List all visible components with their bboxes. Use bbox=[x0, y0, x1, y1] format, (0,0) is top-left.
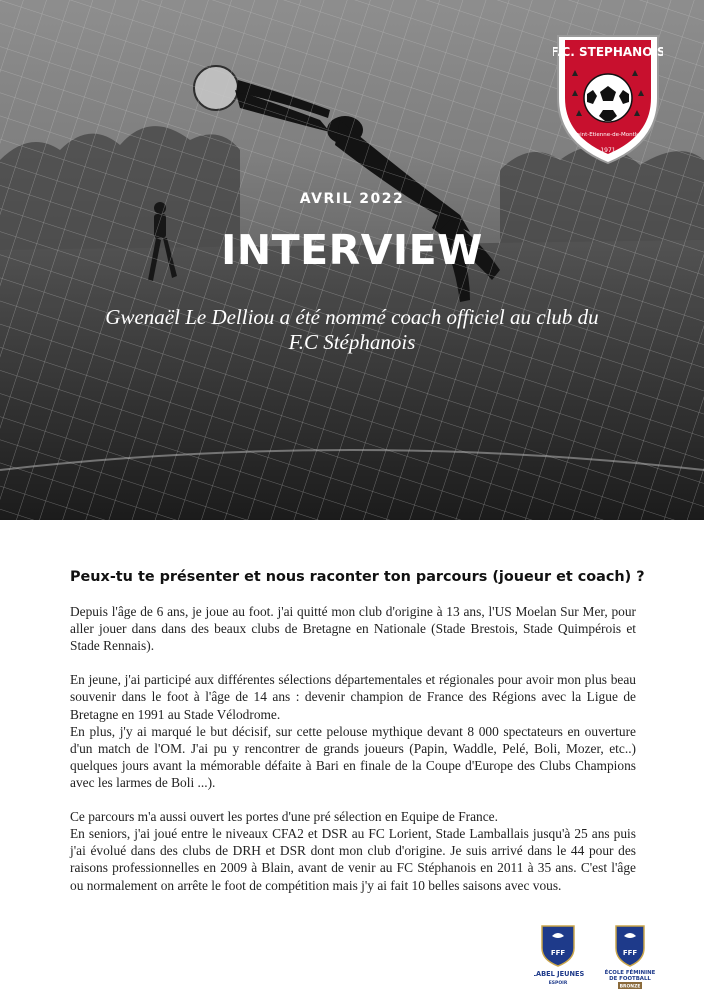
badge-line1: ÉCOLE FÉMININE bbox=[604, 970, 656, 976]
page-title: INTERVIEW bbox=[221, 226, 483, 274]
article-body bbox=[70, 603, 636, 911]
club-year: 1971 bbox=[600, 147, 616, 154]
section-heading: Peux-tu te présenter et nous raconter ton parcours (joueur et coach) ? bbox=[70, 569, 645, 585]
badge-line2: ESPOIR bbox=[548, 981, 568, 986]
club-name: F.C. STEPHANOIS bbox=[553, 45, 663, 59]
ecole-feminine-badge bbox=[605, 926, 656, 990]
fff-shield-icon bbox=[616, 926, 644, 966]
fff-shield-icon bbox=[542, 926, 574, 966]
badge-line2: DE FOOTBALL bbox=[609, 976, 651, 982]
badge-line1: LABEL JEUNES bbox=[534, 970, 585, 978]
fff-badges bbox=[534, 922, 664, 992]
paragraph: Depuis l'âge de 6 ans, je joue au foot. j'ai quitté mon club d'origine à 13 ans, l'US Moelan Sur Mer, pour aller jouer dans dans des beaux clubs de Bretagne en Nationale (Stade Brestois, Stade Quimpérois et Stade Rennais). bbox=[70, 604, 636, 654]
paragraph: En jeune, j'ai participé aux différentes sélections départementales et régionales pour avoir mon plus beau souvenir dans le foot à l'âge de 14 ans : devenir champion de France des Régions avec la Ligue de Bretagne en 1991 au Stade Vélodrome. En plus, j'y ai marqué le but décisif, sur cette pelouse mythique devant 8 000 spectateurs en ouverture d'un match de l'OM. J'ai pu y rencontrer de grands joueurs (Papin, Waddle, Pelé, Boli, Mozer, etc..) quelques jours avant la mémorable défaite à Bari en finale de la Coupe d'Europe des Clubs Champions avec les larmes de Boli ...). bbox=[70, 672, 636, 790]
club-crest-icon bbox=[553, 28, 663, 168]
badge-line3: BRONZE bbox=[619, 984, 641, 990]
club-logo bbox=[553, 28, 663, 168]
page-subtitle: Gwenaël Le Delliou a été nommé coach officiel au club du F.C Stéphanois bbox=[105, 305, 599, 354]
publication-date: AVRIL 2022 bbox=[299, 191, 405, 207]
paragraph: Ce parcours m'a aussi ouvert les portes d'une pré sélection en Equipe de France. En seniors, j'ai joué entre le niveaux CFA2 et DSR au FC Lorient, Stade Lamballais jusqu'à 25 ans puis j'ai évolué dans des clubs de DRH et DSR dont mon club d'origine. Je suis arrivé dans le 44 pour des raisons professionnelles en 2009 à Blain, avant de venir au FC Stéphanois en 2011 à 35 ans. C'est l'âge ou normalement on arrête le foot de compétition mais j'y ai fait 10 belles saisons avec vous. bbox=[70, 809, 636, 893]
label-jeunes-badge bbox=[534, 926, 584, 986]
badge-org: FFF bbox=[550, 949, 566, 957]
badge-org: FFF bbox=[622, 949, 638, 957]
club-place: Saint-Etienne-de-Montluc bbox=[573, 132, 643, 138]
